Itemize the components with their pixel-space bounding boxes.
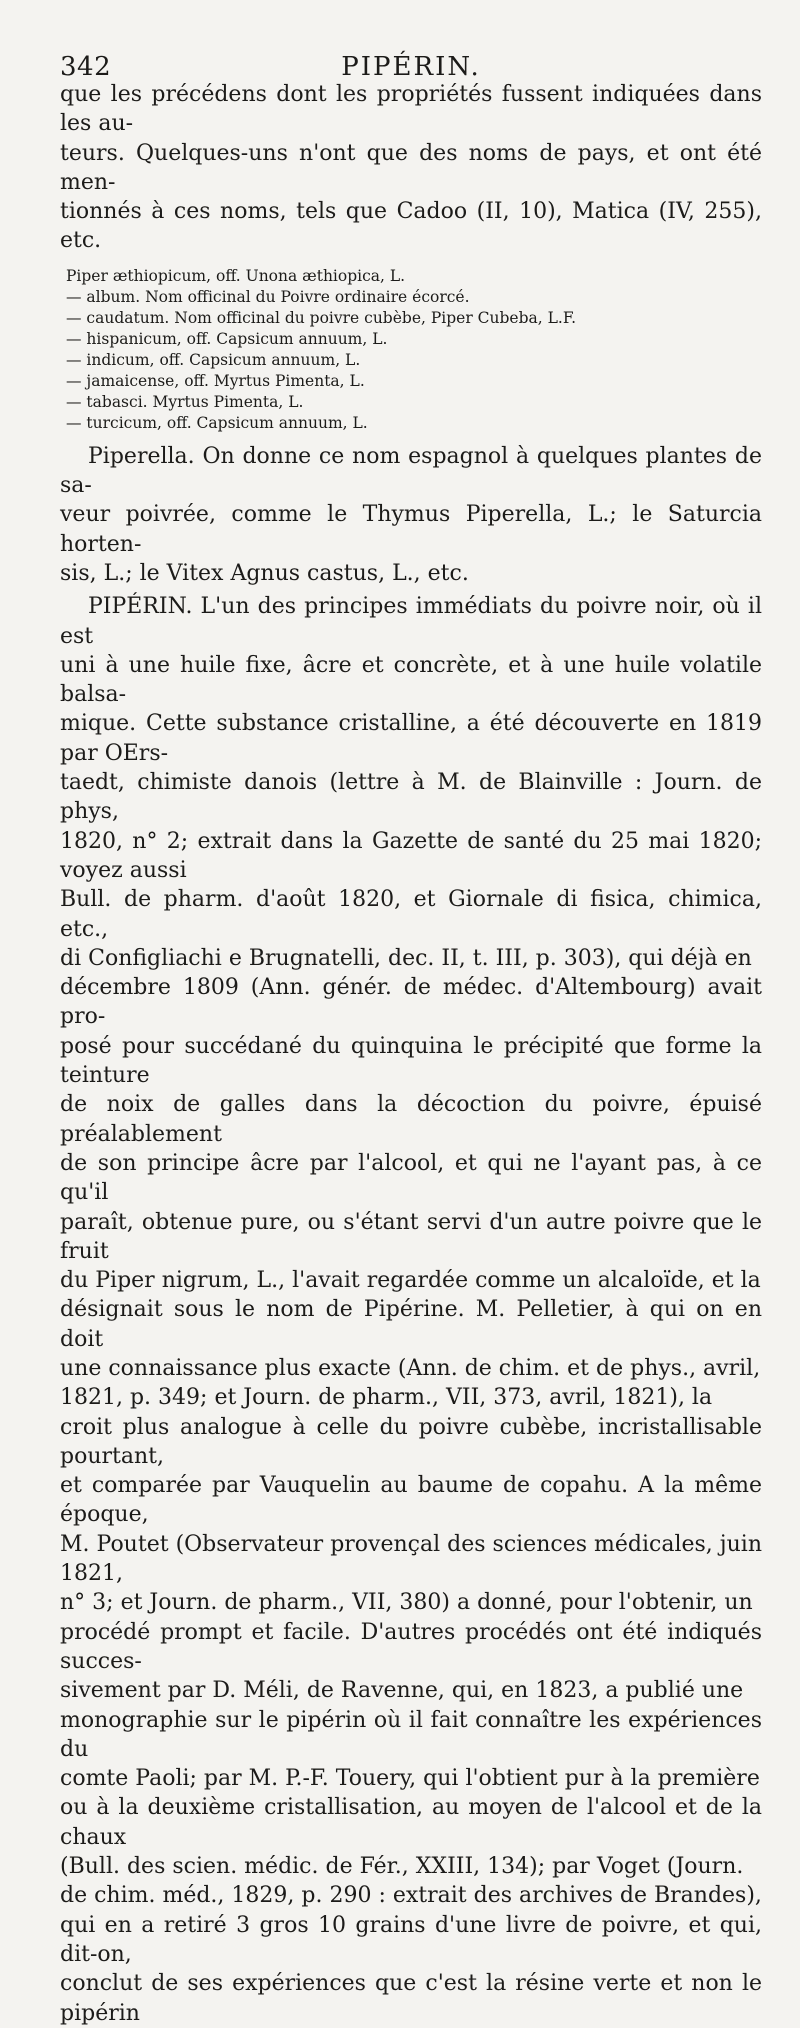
text-line: que les précédens dont les propriétés fussent indiquées dans les au- xyxy=(60,82,762,137)
text-line: sivement par D. Méli, de Ravenne, qui, en 1823, a publié une xyxy=(60,1678,744,1704)
synonym-entry: — caudatum. Nom officinal du poivre cubèbe, Piper Cubeba, L.F. xyxy=(66,308,577,327)
text-line: du Piper nigrum, L., l'avait regardée comme un alcaloïde, et la xyxy=(60,1268,761,1294)
text-line: une connaissance plus exacte (Ann. de chim. et de phys., avril, xyxy=(60,1355,761,1381)
synonym-entry: — hispanicum, off. Capsicum annuum, L. xyxy=(66,329,388,348)
text-line: comte Paoli; par M. P.-F. Touery, qui l'obtient pur à la première xyxy=(60,1766,760,1792)
text-line: Piperella. On donne ce nom espagnol à quelques plantes de sa- xyxy=(60,443,762,499)
text-line: M. Poutet (Observateur provençal des sciences médicales, juin 1821, xyxy=(60,1531,762,1587)
text-line: sis, L.; le Vitex Agnus castus, L., etc. xyxy=(60,560,469,586)
text-line: teurs. Quelques-uns n'ont que des noms de pays, et ont été men- xyxy=(60,140,762,195)
text-line: de noix de galles dans la décoction du poivre, épuisé préalablement xyxy=(60,1092,762,1147)
running-head: PIPÉRIN. xyxy=(341,52,481,82)
text-line: de son principe âcre par l'alcool, et qui ne l'ayant pas, à ce qu'il xyxy=(60,1150,762,1206)
text-line: 1820, n° 2; extrait dans la Gazette de santé du 25 mai 1820; voyez aussi xyxy=(60,828,762,883)
text-line: uni à une huile fixe, âcre et concrète, et à une huile volatile balsa- xyxy=(60,652,762,708)
text-line: ou à la deuxième cristallisation, au moyen de l'alcool et de la chaux xyxy=(60,1795,762,1850)
intro-paragraph xyxy=(60,80,762,256)
synonym-entry: — turcicum, off. Capsicum annuum, L. xyxy=(66,413,368,432)
text-line: veur poivrée, comme le Thymus Piperella, L.; le Saturcia horten- xyxy=(60,502,762,557)
text-line: décembre 1809 (Ann. génér. de médec. d'Altembourg) avait pro- xyxy=(60,975,762,1030)
synonym-list xyxy=(66,266,762,434)
text-line: monographie sur le pipérin où il fait connaître les expériences du xyxy=(60,1707,762,1762)
text-line: (Bull. des scien. médic. de Fér., XXIII, 134); par Voget (Journ. xyxy=(60,1854,744,1880)
text-line: Bull. de pharm. d'août 1820, et Giornale di fisica, chimica, etc., xyxy=(60,887,762,942)
text-line: croit plus analogue à celle du poivre cubèbe, incristallisable pourtant, xyxy=(60,1414,762,1469)
text-line: qui en a retiré 3 gros 10 grains d'une livre de poivre, et qui, dit-on, xyxy=(60,1912,762,1967)
text-line: n° 3; et Journ. de pharm., VII, 380) a donné, pour l'obtenir, un xyxy=(60,1590,753,1616)
text-line: conclut de ses expériences que c'est la résine verte et non le pipérin xyxy=(60,1971,762,2026)
text-line: de chim. méd., 1829, p. 290 : extrait des archives de Brandes), xyxy=(60,1883,762,1909)
text-line: paraît, obtenue pure, ou s'étant servi d'un autre poivre que le fruit xyxy=(60,1209,762,1264)
synonym-entry: — jamaicense, off. Myrtus Pimenta, L. xyxy=(66,371,365,390)
synonym-entry: — tabasci. Myrtus Pimenta, L. xyxy=(66,392,304,411)
page-number: 342 xyxy=(60,52,112,82)
text-line: taedt, chimiste danois (lettre à M. de Blainville : Journ. de phys, xyxy=(60,770,762,825)
text-line: mique. Cette substance cristalline, a été découverte en 1819 par OErs- xyxy=(60,711,762,766)
text-line: procédé prompt et facile. D'autres procédés ont été indiqués succes- xyxy=(60,1619,762,1674)
synonym-entry: — album. Nom officinal du Poivre ordinaire écorcé. xyxy=(66,287,470,306)
text-line: et comparée par Vauquelin au baume de copahu. A la même époque, xyxy=(60,1473,762,1528)
page-header xyxy=(60,40,762,80)
text-line: di Configliachi e Brugnatelli, dec. II, t. III, p. 303), qui déjà en xyxy=(60,945,752,971)
synonym-entry: — indicum, off. Capsicum annuum, L. xyxy=(66,350,361,369)
text-line: posé pour succédané du quinquina le précipité que forme la teinture xyxy=(60,1033,762,1089)
synonym-entry: Piper æthiopicum, off. Unona æthiopica, L. xyxy=(66,266,406,285)
piperin-paragraph xyxy=(60,592,762,2028)
text-line: PIPÉRIN. L'un des principes immédiats du poivre noir, où il est xyxy=(60,594,762,649)
text-line: 1821, p. 349; et Journ. de pharm., VII, 373, avril, 1821), la xyxy=(60,1385,713,1411)
text-line: tionnés à ces noms, tels que Cadoo (II, 10), Matica (IV, 255), etc. xyxy=(60,199,762,254)
text-line: désignait sous le nom de Pipérine. M. Pelletier, à qui on en doit xyxy=(60,1297,762,1352)
piperella-paragraph xyxy=(60,442,762,588)
